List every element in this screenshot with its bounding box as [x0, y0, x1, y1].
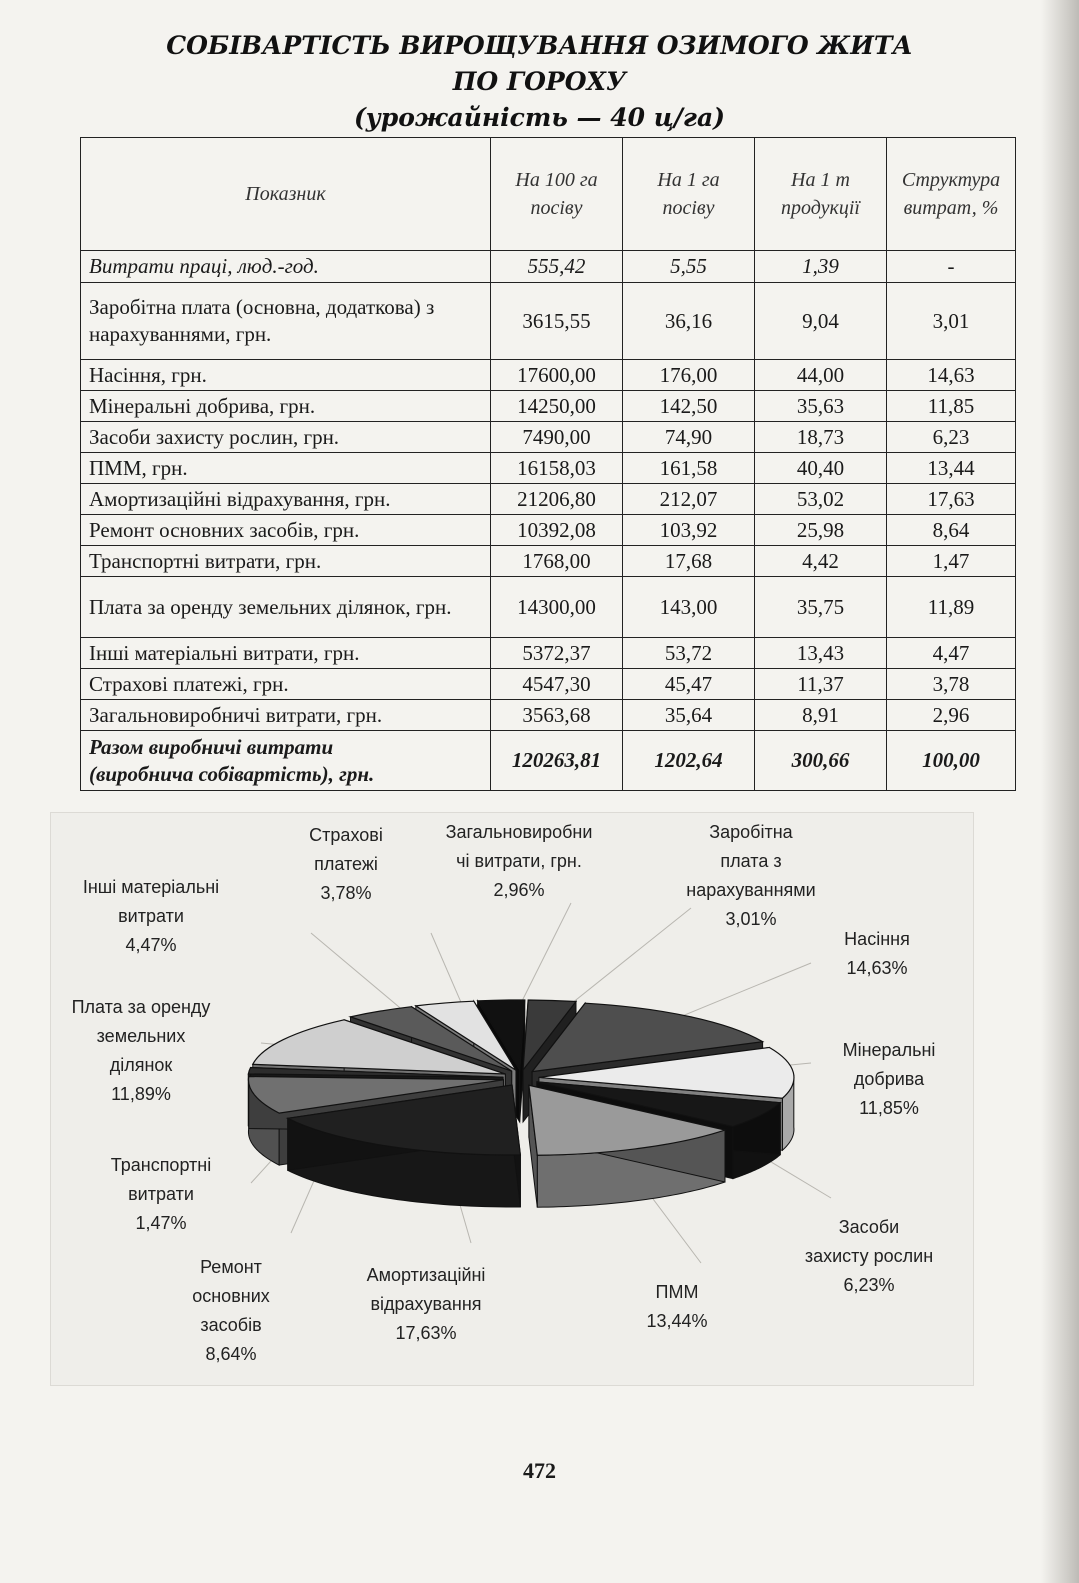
- cell-per-1ha: 5,55: [623, 251, 755, 283]
- header-text: посіву: [662, 197, 715, 219]
- cell-share: 4,47: [887, 638, 1016, 669]
- pie-slice-label: [844, 925, 910, 983]
- total-per-100ha: 120263,81: [491, 731, 623, 791]
- pie-slice-label-line: чі витрати, грн.: [456, 851, 582, 871]
- table-row: [81, 546, 1016, 577]
- cell-per-100ha: 4547,30: [491, 669, 623, 700]
- cell-per-1t: 8,91: [755, 700, 887, 731]
- cell-share: 3,01: [887, 283, 1016, 360]
- table-row: [81, 360, 1016, 391]
- cell-share: 17,63: [887, 484, 1016, 515]
- table-row: [81, 251, 1016, 283]
- header-text: посіву: [530, 197, 583, 219]
- cell-share: 11,85: [887, 391, 1016, 422]
- cell-per-1ha: 45,47: [623, 669, 755, 700]
- pie-slice-label-line: 3,78%: [320, 883, 372, 903]
- cell-share: 3,78: [887, 669, 1016, 700]
- header-text: На 1 га: [657, 169, 720, 191]
- cell-per-1ha: 53,72: [623, 638, 755, 669]
- header-per-100ha: [491, 138, 623, 251]
- pie-slice-label: [83, 873, 219, 960]
- pie-slice-label-line: захисту рослин: [804, 1246, 934, 1266]
- pie-slice-label-line: Транспортні: [110, 1155, 212, 1175]
- row-label: Ремонт основних засобів, грн.: [81, 515, 491, 546]
- cell-per-100ha: 14250,00: [491, 391, 623, 422]
- table-row: [81, 484, 1016, 515]
- cell-per-100ha: 7490,00: [491, 422, 623, 453]
- cell-share: -: [887, 251, 1016, 283]
- pie-slice-label-line: Насіння: [844, 929, 910, 949]
- cell-per-100ha: 16158,03: [491, 453, 623, 484]
- row-label: Плата за оренду земельних ділянок, грн.: [81, 577, 491, 638]
- cell-per-100ha: 14300,00: [491, 577, 623, 638]
- pie-slice-label-line: Мінеральні: [842, 1040, 936, 1060]
- pie-slice-label: [72, 993, 211, 1109]
- row-label: Заробітна плата (основна, додаткова) з нарахуваннями, грн.: [81, 283, 491, 360]
- table-row: [81, 577, 1016, 638]
- pie-slice-label-line: 4,47%: [125, 935, 177, 955]
- header-text: На 1 т: [791, 169, 850, 191]
- cell-per-1t: 25,98: [755, 515, 887, 546]
- header-per-1t: [755, 138, 887, 251]
- cell-per-1t: 13,43: [755, 638, 887, 669]
- pie-slice-label-line: нарахуваннями: [686, 880, 816, 900]
- pie-slice-label-line: 11,89%: [111, 1084, 171, 1104]
- pie-slice-label-line: витрати: [128, 1184, 194, 1204]
- cell-per-1ha: 103,92: [623, 515, 755, 546]
- pie-slice-label: [646, 1278, 707, 1336]
- row-label: Витрати праці, люд.-год.: [81, 251, 491, 283]
- table-row: [81, 453, 1016, 484]
- table-row: [81, 515, 1016, 546]
- cell-share: 13,44: [887, 453, 1016, 484]
- cell-per-1t: 35,75: [755, 577, 887, 638]
- table-row: [81, 669, 1016, 700]
- row-label: Транспортні витрати, грн.: [81, 546, 491, 577]
- header-text: На 100 га: [515, 169, 598, 191]
- page-title: [0, 28, 1079, 136]
- table-header-row: [81, 138, 1016, 251]
- pie-slice-label: [111, 1151, 212, 1238]
- pie-slice-label-line: 11,85%: [859, 1098, 919, 1118]
- pie-slice-label-line: Плата за оренду: [71, 997, 211, 1017]
- cell-per-1t: 53,02: [755, 484, 887, 515]
- total-share: 100,00: [887, 731, 1016, 791]
- cell-per-100ha: 1768,00: [491, 546, 623, 577]
- pie-slice-label-line: засобів: [200, 1315, 262, 1335]
- pie-slice-label-line: Ремонт: [200, 1257, 262, 1277]
- cell-per-100ha: 5372,37: [491, 638, 623, 669]
- page-edge-shadow: [1041, 0, 1079, 1583]
- row-label: Амортизаційні відрахування, грн.: [81, 484, 491, 515]
- row-label: Інші матеріальні витрати, грн.: [81, 638, 491, 669]
- cell-per-1t: 35,63: [755, 391, 887, 422]
- pie-slice-label-line: 2,96%: [493, 880, 545, 900]
- cell-per-1t: 11,37: [755, 669, 887, 700]
- cell-per-100ha: 21206,80: [491, 484, 623, 515]
- cell-per-1t: 1,39: [755, 251, 887, 283]
- cell-per-1ha: 35,64: [623, 700, 755, 731]
- cell-per-1ha: 17,68: [623, 546, 755, 577]
- pie-slice-label-line: 14,63%: [846, 958, 908, 978]
- pie-slice-label-line: земельних: [96, 1026, 186, 1046]
- cell-per-1ha: 74,90: [623, 422, 755, 453]
- cell-share: 6,23: [887, 422, 1016, 453]
- header-indicator: [81, 138, 491, 251]
- pie-slice-label-line: витрати: [118, 906, 184, 926]
- header-text: Структура: [901, 169, 1001, 191]
- pie-slice-label: [805, 1213, 933, 1300]
- header-structure: [887, 138, 1016, 251]
- pie-slice-label: [309, 821, 383, 908]
- pie-slice-label-line: 17,63%: [395, 1323, 457, 1343]
- row-label: ПММ, грн.: [81, 453, 491, 484]
- pie-slice-label-line: Загальновиробни: [445, 822, 593, 842]
- row-label: Страхові платежі, грн.: [81, 669, 491, 700]
- table-row: [81, 391, 1016, 422]
- pie-slice-label-line: відрахування: [370, 1294, 482, 1314]
- row-label: Засоби захисту рослин, грн.: [81, 422, 491, 453]
- cell-per-1ha: 212,07: [623, 484, 755, 515]
- cell-per-1t: 4,42: [755, 546, 887, 577]
- cell-per-1ha: 161,58: [623, 453, 755, 484]
- pie-slice-label-line: Інші матеріальні: [82, 877, 220, 897]
- table-row: [81, 422, 1016, 453]
- pie-slice-label-line: 6,23%: [843, 1275, 895, 1295]
- title-line-1: СОБІВАРТІСТЬ ВИРОЩУВАННЯ ОЗИМОГО ЖИТА: [166, 31, 913, 60]
- header-text: Показник: [245, 183, 326, 205]
- cell-per-1t: 18,73: [755, 422, 887, 453]
- header-text: продукції: [781, 197, 860, 219]
- cell-per-100ha: 17600,00: [491, 360, 623, 391]
- title-line-3: (урожайність — 40 ц/га): [353, 103, 726, 132]
- total-per-1t: 300,66: [755, 731, 887, 791]
- cell-share: 2,96: [887, 700, 1016, 731]
- pie-slice-label: [367, 1261, 486, 1348]
- total-label: [81, 731, 491, 791]
- pie-slice-label-line: основних: [192, 1286, 270, 1306]
- pie-slice-label-line: 13,44%: [646, 1311, 708, 1331]
- row-label: Насіння, грн.: [81, 360, 491, 391]
- cost-structure-pie-chart: [50, 812, 974, 1386]
- table-row: [81, 638, 1016, 669]
- cell-per-1t: 44,00: [755, 360, 887, 391]
- table-total-row: [81, 731, 1016, 791]
- cell-share: 8,64: [887, 515, 1016, 546]
- pie-slice-label: [843, 1036, 936, 1123]
- table-row: [81, 700, 1016, 731]
- pie-slice-label-line: 3,01%: [725, 909, 777, 929]
- page-number: 472: [523, 1458, 556, 1483]
- pie-slice-label-line: ділянок: [109, 1055, 173, 1075]
- pie-slice-label-line: добрива: [853, 1069, 925, 1089]
- pie-slice-label-line: Амортизаційні: [366, 1265, 486, 1285]
- pie-slice-label: [686, 818, 815, 934]
- total-label-line: Разом виробничі витрати: [89, 734, 334, 759]
- total-label-line: (виробнича собівартість), грн.: [89, 761, 375, 786]
- pie-slice-label-line: платежі: [314, 854, 378, 874]
- cell-share: 1,47: [887, 546, 1016, 577]
- cell-per-100ha: 3563,68: [491, 700, 623, 731]
- cell-per-1ha: 143,00: [623, 577, 755, 638]
- pie-slice-label-line: Засоби: [838, 1217, 900, 1237]
- cell-per-1t: 40,40: [755, 453, 887, 484]
- row-label: Мінеральні добрива, грн.: [81, 391, 491, 422]
- pie-slice-label: [192, 1253, 270, 1369]
- title-line-2: ПО ГОРОХУ: [452, 67, 627, 96]
- header-per-1ha: [623, 138, 755, 251]
- cell-per-100ha: 555,42: [491, 251, 623, 283]
- cost-table: [80, 137, 1016, 791]
- cell-per-1ha: 176,00: [623, 360, 755, 391]
- cell-per-1ha: 36,16: [623, 283, 755, 360]
- pie-slice-label-line: Страхові: [309, 825, 383, 845]
- pie-slice-label-line: ПММ: [655, 1282, 699, 1302]
- cell-share: 11,89: [887, 577, 1016, 638]
- row-label: Загальновиробничі витрати, грн.: [81, 700, 491, 731]
- cell-share: 14,63: [887, 360, 1016, 391]
- total-per-1ha: 1202,64: [623, 731, 755, 791]
- table-row: [81, 283, 1016, 360]
- pie-slice-label: [446, 818, 593, 905]
- cell-per-100ha: 10392,08: [491, 515, 623, 546]
- pie-slice-label-line: плата з: [720, 851, 782, 871]
- cell-per-100ha: 3615,55: [491, 283, 623, 360]
- pie-slice-label-line: 1,47%: [135, 1213, 187, 1233]
- pie-slice-label-line: 8,64%: [205, 1344, 257, 1364]
- cell-per-1ha: 142,50: [623, 391, 755, 422]
- header-text: витрат, %: [903, 197, 999, 219]
- cell-per-1t: 9,04: [755, 283, 887, 360]
- pie-slice-label-line: Заробітна: [709, 822, 793, 842]
